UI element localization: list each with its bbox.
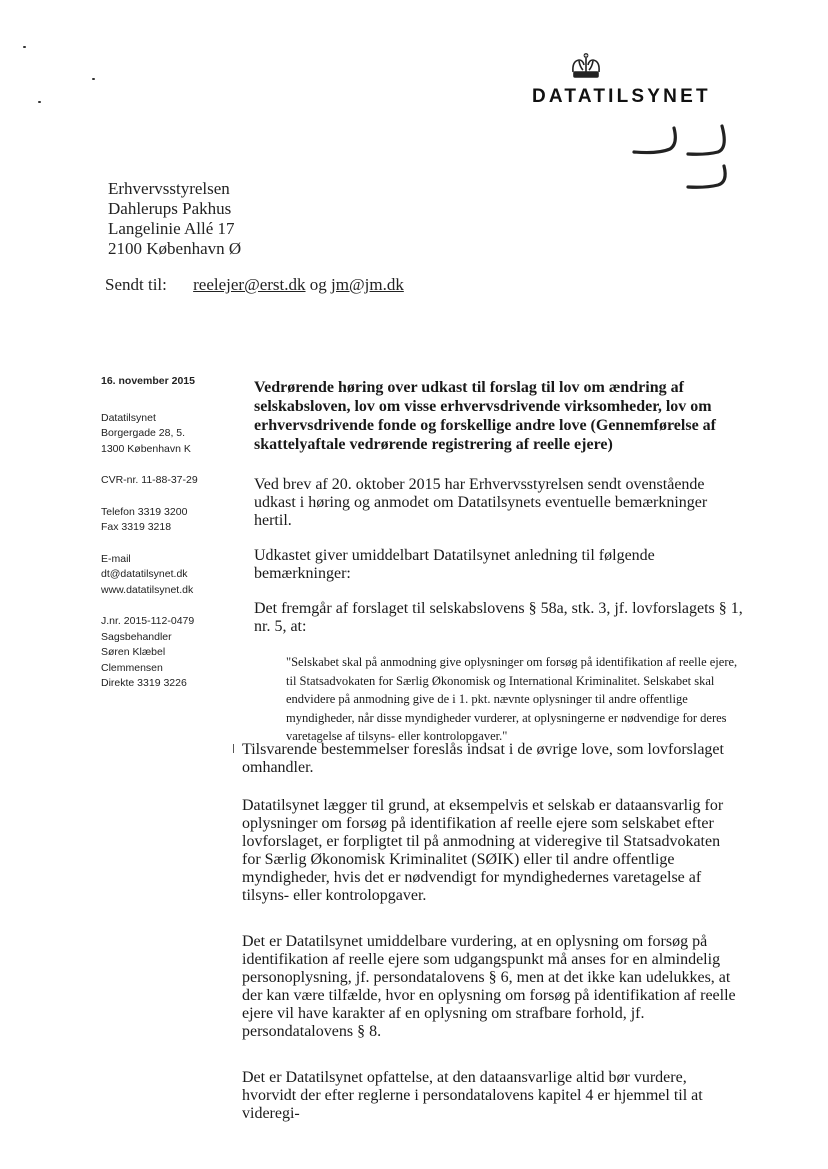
case-block xyxy=(101,614,231,692)
letterhead-brand: DATATILSYNET xyxy=(532,86,711,107)
paragraph: Tilsvarende bestemmelser foreslås indsat i de øvrige love, som lovforslaget omhandler. xyxy=(242,741,724,776)
scan-speck xyxy=(23,46,26,48)
scan-speck xyxy=(38,101,41,103)
contact-block xyxy=(101,552,231,599)
sent-to-label: Sendt til: xyxy=(105,275,167,294)
letter-subject: Vedrørende høring over udkast til forslag til lov om ændring af selskabsloven, lov om visse erhvervsdrivende virksomheder, lov om erhvervsdrivende fonde og forskellige andre love (Gennemførelse af skattelyaftale vedrørende registrering af reelle ejere) xyxy=(254,379,716,453)
phone-block xyxy=(101,505,231,536)
scan-speck xyxy=(92,78,95,80)
sender-sidebar xyxy=(101,374,231,708)
letter-body-lower xyxy=(242,741,742,1151)
case-number: J.nr. 2015-112-0479 xyxy=(101,615,195,627)
sender-address xyxy=(101,411,231,458)
sent-to-joiner: og xyxy=(309,275,327,294)
sender-address-line: 1300 København K xyxy=(101,442,191,455)
crown-icon xyxy=(569,52,603,82)
cvr-number xyxy=(101,473,231,489)
recipient-line: Erhvervsstyrelsen xyxy=(108,179,230,198)
recipient-line: 2100 København Ø xyxy=(108,239,242,258)
handwritten-mark-icon xyxy=(626,118,738,200)
recipient-line: Dahlerups Pakhus xyxy=(108,199,232,218)
email-link-erst[interactable]: reelejer@erst.dk xyxy=(193,275,306,294)
sender-address-line: Borgergade 28, 5. xyxy=(101,427,186,439)
paragraph: Det er Datatilsynet opfattelse, at den dataansvarlige altid bør vurdere, hvorvidt der efter reglerne i persondatalovens kapitel 4 er hjemmel til at videregi- xyxy=(242,1069,703,1122)
quoted-provision: "Selskabet skal på anmodning give oplysninger om forsøg på identifikation af reelle ejere, til Statsadvokaten for Særlig Økonomisk og International Kriminalitet. Selskabet skal endvidere på anmodning give de i 1. pkt. nævnte oplysninger til andre offentlige myndigheder, når disse myndigheder vurderer, at oplysningerne er nødvendige for deres varetagelse af tilsyns- eller kontrolopgaver." xyxy=(286,655,738,743)
paragraph: Udkastet giver umiddelbart Datatilsynet anledning til følgende bemærkninger: xyxy=(254,547,655,582)
case-handler-name: Clemmensen xyxy=(101,661,163,674)
email-address[interactable]: dt@datatilsynet.dk xyxy=(101,568,188,580)
recipient-line: Langelinie Allé 17 xyxy=(108,219,235,238)
phone-line: Telefon 3319 3200 xyxy=(101,505,188,518)
recipient-address xyxy=(108,179,241,259)
cvr-text: CVR-nr. 11-88-37-29 xyxy=(101,474,198,486)
paragraph: Det fremgår af forslaget til selskabslovens § 58a, stk. 3, jf. lovforslagets § 1, nr. 5, at: xyxy=(254,600,743,635)
scan-mark xyxy=(233,744,234,753)
letter-date: 16. november 2015 xyxy=(101,375,195,387)
direct-phone: Direkte 3319 3226 xyxy=(101,677,187,689)
letter-body-upper xyxy=(254,378,744,771)
paragraph: Datatilsynet lægger til grund, at eksempelvis et selskab er dataansvarlig for oplysninger om forsøg på identifikation af reelle ejere som selskabet efter lovforslaget, er forpligtet til på anmodning at videregive til Statsadvokaten for Særlig Økonomisk Kriminalitet (SØIK) eller til andre offentlige myndigheder, hvis det er nødvendigt for myndighedernes varetagelse af tilsyns- eller kontrolopgaver. xyxy=(242,797,724,904)
paragraph: Det er Datatilsynet umiddelbare vurdering, at en oplysning om forsøg på identifikation af reelle ejere som udgangspunkt må anses for en almindelig personoplysning, jf. persondatalovens § 6, men at det ikke kan udelukkes, at der kan være tilfælde, hvor en oplysning om forsøg på identifikation af reelle ejere vil have karakter af en oplysning om strafbare forhold, jf. persondatalovens § 8. xyxy=(242,933,736,1040)
website-link[interactable]: www.datatilsynet.dk xyxy=(101,583,194,596)
email-link-jm[interactable]: jm@jm.dk xyxy=(331,275,404,294)
email-label: E-mail xyxy=(101,552,131,565)
case-handler-name: Søren Klæbel xyxy=(101,646,166,658)
fax-line: Fax 3319 3218 xyxy=(101,521,172,533)
case-handler-label: Sagsbehandler xyxy=(101,630,172,643)
paragraph: Ved brev af 20. oktober 2015 har Erhvervsstyrelsen sendt ovenstående udkast i høring og anmodet om Datatilsynets eventuelle bemærkninger hertil. xyxy=(254,476,708,529)
sender-address-line: Datatilsynet xyxy=(101,411,156,424)
sent-to-line xyxy=(105,275,404,295)
